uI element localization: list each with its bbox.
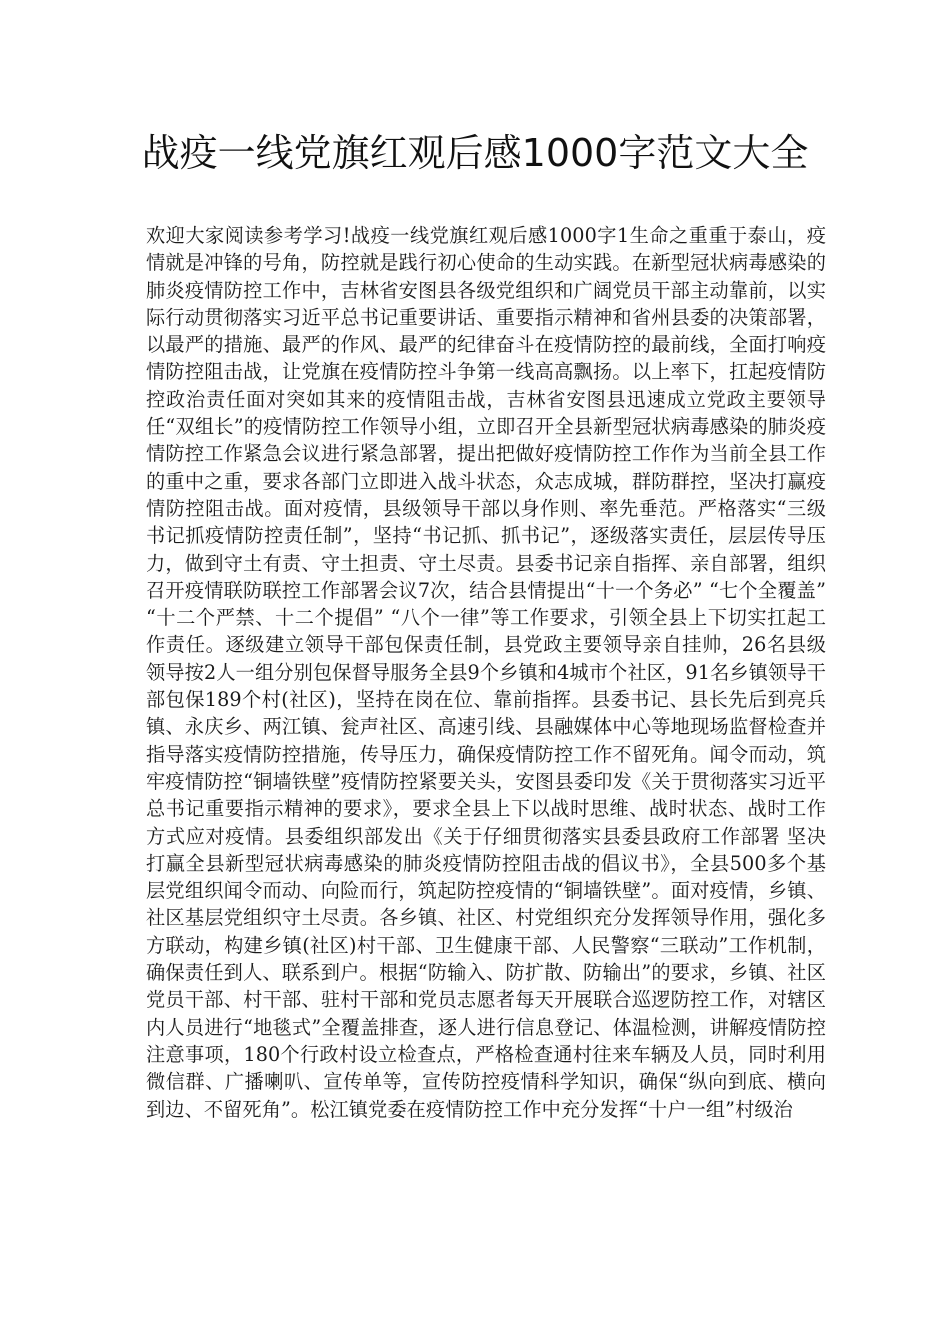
document-body-text: 欢迎大家阅读参考学习!战疫一线党旗红观后感1000字1生命之重重于泰山，疫情就是冲锋的号角，防控就是践行初心使命的生动实践。在新型冠状病毒感染的肺炎疫情防控工作中，吉林省安图县各级党组织和广阔党员干部主动靠前，以实际行动贯彻落实习近平总书记重要讲话、重要指示精神和省州县委的决策部署，以最严的措施、最严的作风、最严的纪律奋斗在疫情防控的最前线，全面打响疫情防控阻击战，让党旗在疫情防控斗争第一线高高飘扬。以上率下，扛起疫情防控政治责任面对突如其来的疫情阻击战，吉林省安图县迅速成立党政主要领导任“双组长”的疫情防控工作领导小组，立即召开全县新型冠状病毒感染的肺炎疫情防控工作紧急会议进行紧急部署，提出把做好疫情防控工作作为当前全县工作的重中之重，要求各部门立即进入战斗状态，众志成城，群防群控，坚决打赢疫情防控阻击战。面对疫情，县级领导干部以身作则、率先垂范。严格落实“三级书记抓疫情防控责任制”，坚持“书记抓、抓书记”，逐级落实责任，层层传导压力，做到守土有责、守土担责、守土尽责。县委书记亲自指挥、亲自部署，组织召开疫情联防联控工作部署会议7次，结合县情提出“十一个务必” “七个全覆盖” “十二个严禁、十二个提倡” “八个一律”等工作要求，引领全县上下切实扛起工作责任。逐级建立领导干部包保责任制，县党政主要领导亲自挂帅，26名县级领导按2人一组分别包保督导服务全县9个乡镇和4城市个社区，91名乡镇领导干部包保189个村(社区)，坚持在岗在位、靠前指挥。县委书记、县长先后到亮兵镇、永庆乡、两江镇、瓮声社区、高速引线、县融媒体中心等地现场监督检查并指导落实疫情防控措施，传导压力，确保疫情防控工作不留死角。闻令而动，筑牢疫情防控“铜墙铁壁”疫情防控紧要关头，安图县委印发《关于贯彻落实习近平总书记重要指示精神的要求》，要求全县上下以战时思维、战时状态、战时工作方式应对疫情。县委组织部发出《关于仔细贯彻落实县委县政府工作部署 坚决打赢全县新型冠状病毒感染的肺炎疫情防控阻击战的倡议书》，全县500多个基层党组织闻令而动、向险而行，筑起防控疫情的“铜墙铁壁”。面对疫情，乡镇、社区基层党组织守土尽责。各乡镇、社区、村党组织充分发挥领导作用，强化多方联动，构建乡镇(社区)村干部、卫生健康干部、人民警察“三联动”工作机制，确保责任到人、联系到户。根据“防输入、防扩散、防输出”的要求，乡镇、社区党员干部、村干部、驻村干部和党员志愿者每天开展联合巡逻防控工作，对辖区内人员进行“地毯式”全覆盖排查，逐人进行信息登记、体温检测，讲解疫情防控注意事项，180个行政村设立检查点，严格检查通村往来车辆及人员，同时利用微信群、广播喇叭、宣传单等，宣传防控疫情科学知识，确保“纵向到底、横向到边、不留死角”。松江镇党委在疫情防控工作中充分发挥“十户一组”村级治 <box>146 224 826 1121</box>
document-title: 战疫一线党旗红观后感1000字范文大全 <box>141 131 809 175</box>
